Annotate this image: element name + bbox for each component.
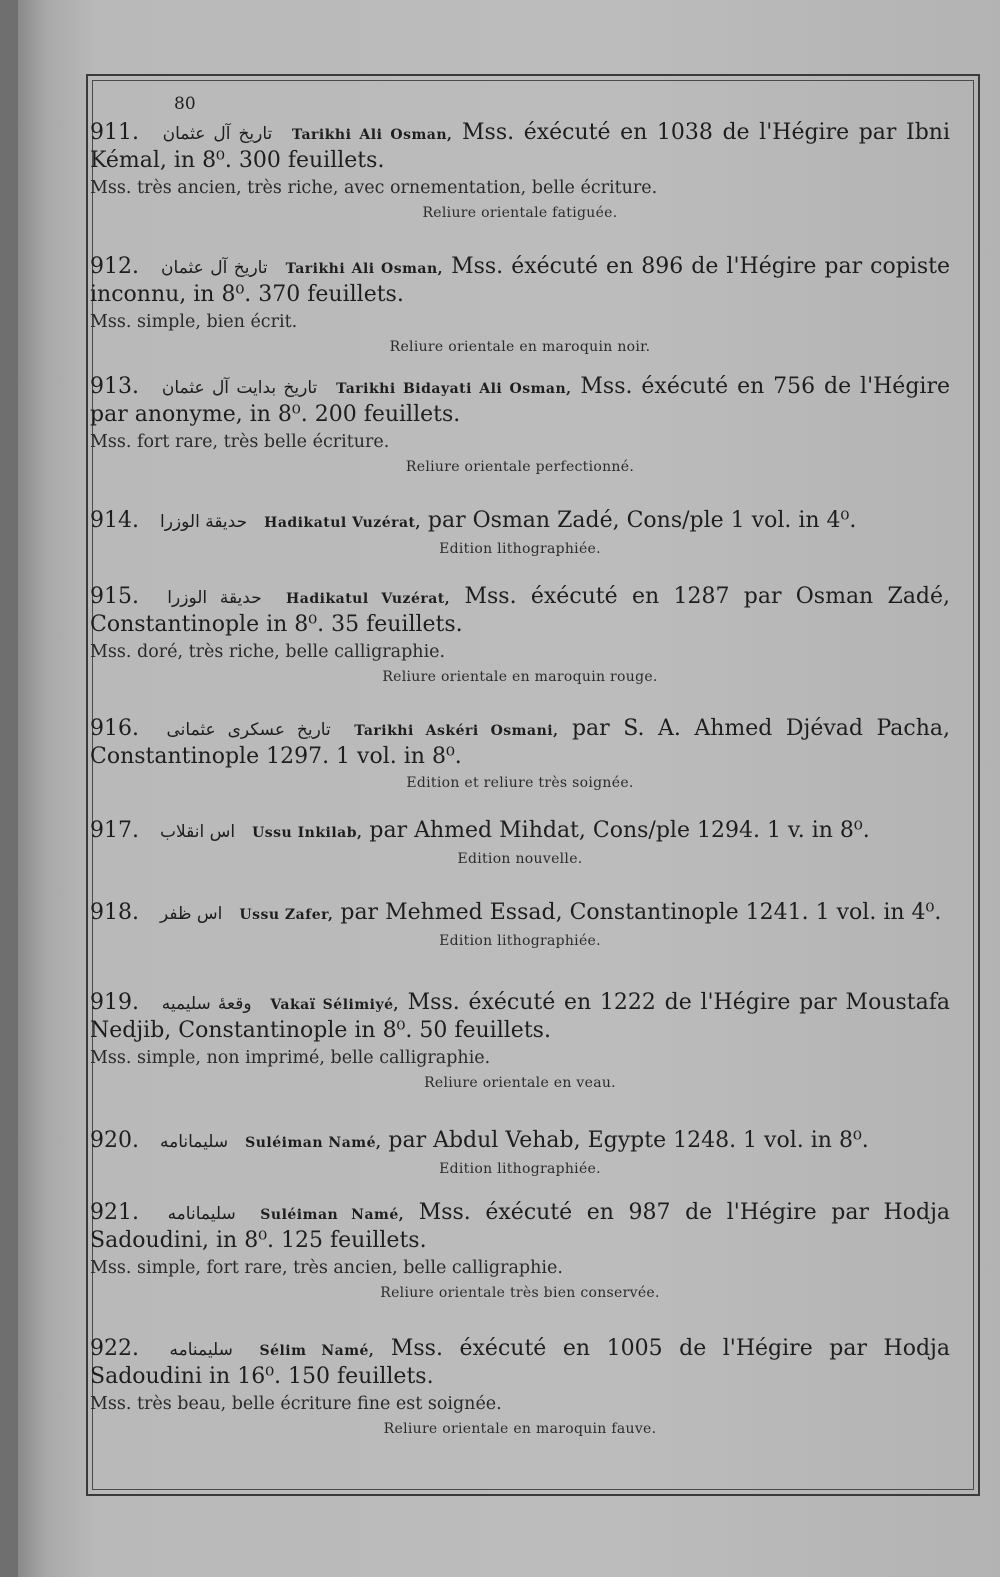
entry-number: 914.	[90, 508, 139, 533]
entry-text: Mss. éxécuté en 1005 de l'Hégire par Hodja Sadoudini in 16⁰. 150 feuillets.	[90, 1336, 950, 1389]
entry-binding-note: Reliure orientale fatiguée.	[422, 205, 618, 221]
arabic-title: سلیمانامه	[159, 1132, 229, 1152]
entry-heading	[90, 120, 950, 174]
arabic-title: سلیمنامه	[169, 1340, 233, 1360]
transliterated-title: Vakaï Sélimiyé,	[270, 997, 399, 1013]
catalog-entry	[90, 120, 950, 223]
entry-binding-note: Reliure orientale en veau.	[424, 1075, 616, 1091]
arabic-title: اس ظفر	[159, 904, 223, 924]
transliterated-title: Sélim Namé,	[259, 1343, 375, 1359]
entry-text: Mss. éxécuté en 756 de l'Hégire par anonyme, in 8⁰. 200 feuillets.	[90, 374, 950, 427]
page-number: 80	[174, 94, 196, 114]
entry-number: 915.	[90, 584, 139, 609]
entry-description: Mss. doré, très riche, belle calligraphie.	[90, 642, 446, 662]
entry-description: Mss. simple, bien écrit.	[90, 312, 298, 332]
transliterated-title: Tarikhi Bidayati Ali Osman,	[336, 381, 572, 397]
entry-heading	[90, 508, 950, 536]
entry-heading	[90, 900, 950, 928]
entry-binding-note: Edition et reliure très soignée.	[406, 775, 634, 791]
arabic-title: حدیقة الوزرا	[159, 512, 248, 532]
catalog-entry	[90, 1128, 950, 1179]
entry-heading	[90, 716, 950, 770]
transliterated-title: Hadikatul Vuzérat,	[264, 515, 421, 531]
transliterated-title: Suléiman Namé,	[245, 1135, 382, 1151]
arabic-title: اس انقلاب	[159, 822, 236, 842]
catalog-entry	[90, 584, 950, 687]
entry-heading	[90, 374, 950, 428]
arabic-title: تاریخ عسکری عثمانی	[166, 720, 331, 740]
transliterated-title: Ussu Inkilab,	[252, 825, 363, 841]
transliterated-title: Suléiman Namé,	[260, 1207, 405, 1223]
arabic-title: تاریخ آل عثمان	[161, 258, 268, 278]
catalog-entry	[90, 990, 950, 1093]
entry-heading	[90, 818, 950, 846]
entry-number: 922.	[90, 1336, 139, 1361]
entry-binding-note: Reliure orientale en maroquin noir.	[389, 339, 651, 355]
entry-number: 911.	[90, 120, 139, 145]
catalog-entry	[90, 818, 950, 869]
transliterated-title: Tarikhi Askéri Osmani,	[354, 723, 559, 739]
transliterated-title: Tarikhi Ali Osman,	[285, 261, 444, 277]
entry-text: Mss. éxécuté en 1038 de l'Hégire par Ibni Kémal, in 8⁰. 300 feuillets.	[90, 120, 951, 173]
entry-number: 921.	[90, 1200, 139, 1225]
entry-binding-note: Edition lithographiée.	[439, 1161, 601, 1177]
entry-text: par Abdul Vehab, Egypte 1248. 1 vol. in 8⁰.	[388, 1128, 869, 1153]
entry-heading	[90, 254, 950, 308]
arabic-title: وقعهٔ سلیمیه	[161, 994, 252, 1014]
catalog-entry	[90, 716, 950, 793]
entry-binding-note: Reliure orientale très bien conservée.	[380, 1285, 660, 1301]
entry-heading	[90, 1200, 950, 1254]
catalog-entry	[90, 374, 950, 477]
arabic-title: تاریخ بدایت آل عثمان	[161, 378, 318, 398]
entry-number: 920.	[90, 1128, 139, 1153]
entry-text: par Osman Zadé, Cons/ple 1 vol. in 4⁰.	[427, 508, 857, 533]
catalog-entry	[90, 900, 950, 951]
arabic-title: سلیمانامه	[167, 1204, 236, 1224]
entry-text: par Mehmed Essad, Constantinople 1241. 1 vol. in 4⁰.	[340, 900, 942, 925]
entry-number: 918.	[90, 900, 139, 925]
catalog-entry	[90, 508, 950, 559]
entry-text: Mss. éxécuté en 896 de l'Hégire par copiste inconnu, in 8⁰. 370 feuillets.	[90, 254, 950, 307]
entry-text: par Ahmed Mihdat, Cons/ple 1294. 1 v. in 8⁰.	[369, 818, 870, 843]
entry-text: Mss. éxécuté en 987 de l'Hégire par Hodja Sadoudini, in 8⁰. 125 feuillets.	[90, 1200, 951, 1253]
entry-description: Mss. fort rare, très belle écriture.	[90, 432, 390, 452]
entry-binding-note: Reliure orientale perfectionné.	[405, 459, 635, 475]
entry-text: par S. A. Ahmed Djévad Pacha, Constantinople 1297. 1 vol. in 8⁰.	[90, 716, 951, 769]
transliterated-title: Ussu Zafer,	[239, 907, 334, 923]
catalog-entry	[90, 254, 950, 357]
entry-number: 919.	[90, 990, 139, 1015]
entry-number: 913.	[90, 374, 139, 399]
entry-heading	[90, 990, 950, 1044]
entry-heading	[90, 584, 950, 638]
catalog-entry	[90, 1336, 950, 1439]
entry-number: 912.	[90, 254, 139, 279]
entry-description: Mss. très beau, belle écriture fine est soignée.	[90, 1394, 502, 1414]
arabic-title: تاریخ آل عثمان	[162, 124, 273, 144]
entry-binding-note: Reliure orientale en maroquin fauve.	[383, 1421, 657, 1437]
transliterated-title: Hadikatul Vuzérat,	[286, 591, 451, 607]
entry-binding-note: Reliure orientale en maroquin rouge.	[382, 669, 658, 685]
entry-binding-note: Edition lithographiée.	[439, 541, 601, 557]
entry-text: Mss. éxécuté en 1222 de l'Hégire par Moustafa Nedjib, Constantinople in 8⁰. 50 feuillets.	[90, 990, 950, 1043]
entry-heading	[90, 1128, 950, 1156]
entry-number: 917.	[90, 818, 139, 843]
entry-description: Mss. très ancien, très riche, avec ornementation, belle écriture.	[90, 178, 658, 198]
entry-description: Mss. simple, non imprimé, belle calligraphie.	[90, 1048, 491, 1068]
catalog-entry	[90, 1200, 950, 1303]
transliterated-title: Tarikhi Ali Osman,	[291, 127, 453, 143]
entry-binding-note: Edition lithographiée.	[439, 933, 601, 949]
entry-number: 916.	[90, 716, 139, 741]
arabic-title: حدیقة الوزرا	[167, 588, 262, 608]
entry-binding-note: Edition nouvelle.	[457, 851, 583, 867]
entry-description: Mss. simple, fort rare, très ancien, belle calligraphie.	[90, 1258, 563, 1278]
entry-text: Mss. éxécuté en 1287 par Osman Zadé, Constantinople in 8⁰. 35 feuillets.	[90, 584, 951, 637]
entry-heading	[90, 1336, 950, 1390]
